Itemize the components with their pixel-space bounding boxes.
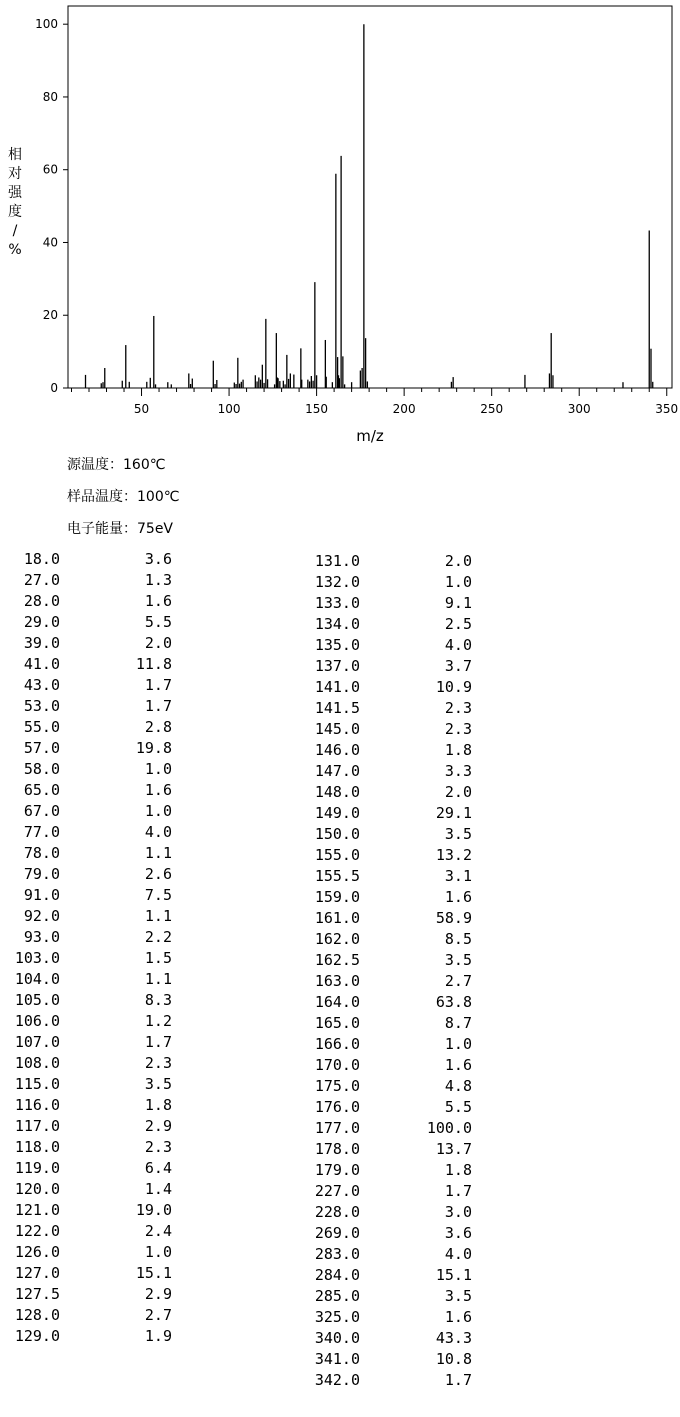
table-row: [0, 1158, 200, 1179]
intensity-value: 2.5: [444, 615, 472, 633]
mz-value: 120.0: [14, 1180, 60, 1198]
mz-value: 133.0: [314, 594, 360, 612]
table-row: [0, 948, 200, 969]
table-row: [300, 1097, 500, 1118]
mz-value: 340.0: [314, 1329, 360, 1347]
mz-value: 325.0: [314, 1308, 360, 1326]
x-tick-label: 350: [655, 402, 679, 416]
mz-value: 29.0: [23, 613, 60, 631]
mass-spectrum-chart: [0, 0, 680, 450]
table-row: [300, 908, 500, 929]
x-tick-label: 200: [392, 402, 416, 416]
mz-value: 162.0: [314, 930, 360, 948]
mz-value: 141.0: [314, 678, 360, 696]
table-row: [300, 572, 500, 593]
mz-value: 41.0: [23, 655, 60, 673]
intensity-value: 19.8: [135, 739, 172, 757]
mz-value: 161.0: [314, 909, 360, 927]
y-tick-label: 60: [42, 162, 58, 177]
intensity-value: 1.7: [444, 1371, 472, 1389]
mz-value: 93.0: [23, 928, 60, 946]
mz-value: 228.0: [314, 1203, 360, 1221]
mz-value: 18.0: [23, 550, 60, 568]
sample-temperature: 样品温度：100℃: [67, 489, 180, 505]
mz-value: 146.0: [314, 741, 360, 759]
mz-value: 103.0: [14, 949, 60, 967]
intensity-value: 1.7: [144, 697, 172, 715]
table-row: [0, 1179, 200, 1200]
intensity-value: 2.2: [144, 928, 172, 946]
table-row: [0, 1242, 200, 1263]
intensity-value: 1.8: [444, 741, 472, 759]
intensity-value: 3.5: [444, 1287, 472, 1305]
intensity-value: 1.7: [144, 1033, 172, 1051]
mz-value: 65.0: [23, 781, 60, 799]
table-row: [300, 593, 500, 614]
mz-value: 269.0: [314, 1224, 360, 1242]
mz-value: 78.0: [23, 844, 60, 862]
intensity-value: 5.5: [444, 1098, 472, 1116]
y-axis-label-char: 度: [8, 204, 22, 220]
intensity-value: 2.0: [444, 552, 472, 570]
mz-value: 155.5: [314, 867, 360, 885]
intensity-value: 4.0: [444, 1245, 472, 1263]
y-axis-label-char: 对: [8, 166, 22, 182]
table-row: [300, 1202, 500, 1223]
table-row: [300, 1055, 500, 1076]
mz-value: 127.0: [14, 1264, 60, 1282]
source-temperature: 源温度：160℃: [67, 457, 166, 473]
table-row: [0, 927, 200, 948]
intensity-value: 2.3: [144, 1138, 172, 1156]
intensity-value: 3.7: [444, 657, 472, 675]
table-row: [300, 1244, 500, 1265]
mz-value: 176.0: [314, 1098, 360, 1116]
mz-value: 43.0: [23, 676, 60, 694]
mz-value: 55.0: [23, 718, 60, 736]
table-row: [0, 570, 200, 591]
mz-value: 115.0: [14, 1075, 60, 1093]
y-axis-label-char: /: [12, 223, 18, 239]
table-row: [0, 1074, 200, 1095]
intensity-value: 9.1: [444, 594, 472, 612]
intensity-value: 1.0: [144, 1243, 172, 1261]
mz-value: 79.0: [23, 865, 60, 883]
intensity-value: 29.1: [435, 804, 472, 822]
table-row: [300, 929, 500, 950]
intensity-value: 2.7: [444, 972, 472, 990]
table-row: [0, 1137, 200, 1158]
mz-value: 285.0: [314, 1287, 360, 1305]
table-row: [0, 1053, 200, 1074]
peak-table-right: [300, 551, 500, 1391]
table-row: [0, 759, 200, 780]
table-row: [300, 845, 500, 866]
mz-value: 166.0: [314, 1035, 360, 1053]
table-row: [0, 969, 200, 990]
table-row: [0, 1116, 200, 1137]
intensity-value: 1.0: [144, 760, 172, 778]
mz-value: 128.0: [14, 1306, 60, 1324]
table-row: [300, 1160, 500, 1181]
table-row: [300, 1034, 500, 1055]
table-row: [0, 654, 200, 675]
table-row: [300, 614, 500, 635]
mz-value: 39.0: [23, 634, 60, 652]
table-row: [0, 780, 200, 801]
mz-value: 283.0: [314, 1245, 360, 1263]
table-row: [300, 992, 500, 1013]
y-axis-label-char: 相: [8, 147, 22, 163]
table-row: [300, 761, 500, 782]
mz-value: 155.0: [314, 846, 360, 864]
y-axis-label-char: 强: [8, 185, 22, 201]
table-row: [300, 1286, 500, 1307]
mz-value: 106.0: [14, 1012, 60, 1030]
spectrum-peaks: [86, 24, 653, 388]
mz-value: 57.0: [23, 739, 60, 757]
intensity-value: 1.6: [444, 1056, 472, 1074]
x-tick-label: 50: [133, 402, 150, 416]
intensity-value: 2.9: [144, 1285, 172, 1303]
x-axis: [134, 388, 678, 416]
intensity-value: 2.3: [444, 699, 472, 717]
mz-value: 58.0: [23, 760, 60, 778]
intensity-value: 3.6: [444, 1224, 472, 1242]
table-row: [300, 1328, 500, 1349]
table-row: [0, 675, 200, 696]
mz-value: 175.0: [314, 1077, 360, 1095]
intensity-value: 3.5: [444, 951, 472, 969]
y-axis-label: [6, 146, 24, 260]
intensity-value: 4.0: [444, 636, 472, 654]
table-row: [300, 698, 500, 719]
table-row: [0, 1284, 200, 1305]
intensity-value: 1.6: [144, 592, 172, 610]
mz-value: 127.5: [14, 1285, 60, 1303]
intensity-value: 1.4: [144, 1180, 172, 1198]
mz-value: 91.0: [23, 886, 60, 904]
intensity-value: 1.1: [144, 844, 172, 862]
intensity-value: 1.3: [144, 571, 172, 589]
intensity-value: 3.1: [444, 867, 472, 885]
table-row: [300, 971, 500, 992]
table-row: [0, 717, 200, 738]
intensity-value: 1.0: [444, 573, 472, 591]
x-minor-ticks: [72, 388, 650, 392]
table-row: [0, 801, 200, 822]
y-axis: [35, 17, 68, 395]
mz-value: 137.0: [314, 657, 360, 675]
table-row: [300, 1265, 500, 1286]
mz-value: 165.0: [314, 1014, 360, 1032]
intensity-value: 1.2: [144, 1012, 172, 1030]
table-row: [0, 1263, 200, 1284]
intensity-value: 15.1: [435, 1266, 472, 1284]
mz-value: 284.0: [314, 1266, 360, 1284]
table-row: [300, 824, 500, 845]
intensity-value: 2.6: [144, 865, 172, 883]
mz-value: 150.0: [314, 825, 360, 843]
table-row: [0, 885, 200, 906]
table-row: [300, 1118, 500, 1139]
y-tick-label: 20: [42, 308, 58, 323]
intensity-value: 5.5: [144, 613, 172, 631]
intensity-value: 8.5: [444, 930, 472, 948]
intensity-value: 2.0: [444, 783, 472, 801]
intensity-value: 10.9: [435, 678, 472, 696]
mz-value: 92.0: [23, 907, 60, 925]
mz-value: 53.0: [23, 697, 60, 715]
y-tick-label: 0: [50, 381, 58, 395]
table-row: [0, 1011, 200, 1032]
table-row: [300, 1349, 500, 1370]
mz-value: 117.0: [14, 1117, 60, 1135]
table-row: [0, 1200, 200, 1221]
intensity-value: 1.6: [444, 888, 472, 906]
intensity-value: 1.5: [144, 949, 172, 967]
mz-value: 67.0: [23, 802, 60, 820]
mz-value: 227.0: [314, 1182, 360, 1200]
mz-value: 134.0: [314, 615, 360, 633]
intensity-value: 2.3: [144, 1054, 172, 1072]
intensity-value: 1.0: [144, 802, 172, 820]
intensity-value: 1.1: [144, 907, 172, 925]
mz-value: 164.0: [314, 993, 360, 1011]
intensity-value: 8.3: [144, 991, 172, 1009]
intensity-value: 1.1: [144, 970, 172, 988]
intensity-value: 1.9: [144, 1327, 172, 1345]
mz-value: 118.0: [14, 1138, 60, 1156]
intensity-value: 10.8: [435, 1350, 472, 1368]
intensity-value: 2.0: [144, 634, 172, 652]
intensity-value: 1.8: [144, 1096, 172, 1114]
intensity-value: 2.8: [144, 718, 172, 736]
mz-value: 131.0: [314, 552, 360, 570]
table-row: [300, 677, 500, 698]
table-row: [300, 1139, 500, 1160]
intensity-value: 63.8: [435, 993, 472, 1011]
intensity-value: 4.8: [444, 1077, 472, 1095]
intensity-value: 3.6: [144, 550, 172, 568]
mz-value: 159.0: [314, 888, 360, 906]
intensity-value: 1.8: [444, 1161, 472, 1179]
mz-value: 147.0: [314, 762, 360, 780]
peak-table-left: [0, 549, 200, 1347]
table-row: [300, 1223, 500, 1244]
intensity-value: 3.5: [444, 825, 472, 843]
intensity-value: 3.3: [444, 762, 472, 780]
table-row: [300, 1307, 500, 1328]
intensity-value: 19.0: [135, 1201, 172, 1219]
x-tick-label: 300: [567, 402, 591, 416]
intensity-value: 100.0: [426, 1119, 472, 1137]
intensity-value: 11.8: [135, 655, 172, 673]
table-row: [300, 887, 500, 908]
table-row: [300, 866, 500, 887]
mz-value: 104.0: [14, 970, 60, 988]
intensity-value: 43.3: [435, 1329, 472, 1347]
intensity-value: 2.9: [144, 1117, 172, 1135]
x-tick-label: 100: [217, 402, 241, 416]
intensity-value: 3.0: [444, 1203, 472, 1221]
table-row: [0, 612, 200, 633]
table-row: [0, 864, 200, 885]
mz-value: 28.0: [23, 592, 60, 610]
table-row: [0, 990, 200, 1011]
intensity-value: 7.5: [144, 886, 172, 904]
table-row: [300, 803, 500, 824]
table-row: [0, 1032, 200, 1053]
table-row: [300, 656, 500, 677]
table-row: [300, 551, 500, 572]
mz-value: 341.0: [314, 1350, 360, 1368]
mz-value: 105.0: [14, 991, 60, 1009]
table-row: [0, 1305, 200, 1326]
mz-value: 107.0: [14, 1033, 60, 1051]
y-tick-label: 80: [42, 89, 58, 104]
mz-value: 342.0: [314, 1371, 360, 1389]
mz-value: 132.0: [314, 573, 360, 591]
mz-value: 163.0: [314, 972, 360, 990]
intensity-value: 58.9: [435, 909, 472, 927]
table-row: [0, 738, 200, 759]
table-row: [300, 1013, 500, 1034]
table-row: [0, 1221, 200, 1242]
table-row: [300, 1076, 500, 1097]
intensity-value: 2.3: [444, 720, 472, 738]
mz-value: 177.0: [314, 1119, 360, 1137]
intensity-value: 1.7: [144, 676, 172, 694]
mz-value: 27.0: [23, 571, 60, 589]
intensity-value: 1.6: [444, 1308, 472, 1326]
x-tick-label: 250: [480, 402, 504, 416]
mz-value: 121.0: [14, 1201, 60, 1219]
y-axis-label-char: %: [8, 242, 22, 258]
table-row: [0, 696, 200, 717]
table-row: [300, 950, 500, 971]
intensity-value: 1.0: [444, 1035, 472, 1053]
electron-energy: 电子能量：75eV: [67, 521, 174, 537]
mz-value: 178.0: [314, 1140, 360, 1158]
mz-value: 149.0: [314, 804, 360, 822]
y-tick-label: 100: [35, 17, 58, 32]
intensity-value: 8.7: [444, 1014, 472, 1032]
table-row: [0, 549, 200, 570]
mz-value: 148.0: [314, 783, 360, 801]
mz-value: 129.0: [14, 1327, 60, 1345]
intensity-value: 15.1: [135, 1264, 172, 1282]
intensity-value: 13.7: [435, 1140, 472, 1158]
mz-value: 170.0: [314, 1056, 360, 1074]
x-axis-label: m/z: [356, 427, 384, 445]
intensity-value: 2.4: [144, 1222, 172, 1240]
table-row: [0, 843, 200, 864]
table-row: [300, 1181, 500, 1202]
mz-value: 126.0: [14, 1243, 60, 1261]
table-row: [300, 719, 500, 740]
intensity-value: 1.7: [444, 1182, 472, 1200]
intensity-value: 13.2: [435, 846, 472, 864]
intensity-value: 3.5: [144, 1075, 172, 1093]
mz-value: 108.0: [14, 1054, 60, 1072]
intensity-value: 2.7: [144, 1306, 172, 1324]
intensity-value: 6.4: [144, 1159, 172, 1177]
mz-value: 141.5: [314, 699, 360, 717]
x-tick-label: 150: [305, 402, 329, 416]
table-row: [0, 906, 200, 927]
mz-value: 135.0: [314, 636, 360, 654]
table-row: [300, 740, 500, 761]
mz-value: 116.0: [14, 1096, 60, 1114]
table-row: [300, 635, 500, 656]
mz-value: 162.5: [314, 951, 360, 969]
mz-value: 145.0: [314, 720, 360, 738]
table-row: [0, 1095, 200, 1116]
table-row: [0, 591, 200, 612]
table-row: [0, 822, 200, 843]
table-row: [0, 1326, 200, 1347]
mz-value: 77.0: [23, 823, 60, 841]
intensity-value: 1.6: [144, 781, 172, 799]
table-row: [300, 1370, 500, 1391]
mz-value: 122.0: [14, 1222, 60, 1240]
intensity-value: 4.0: [144, 823, 172, 841]
mz-value: 119.0: [14, 1159, 60, 1177]
y-tick-label: 40: [42, 235, 58, 250]
table-row: [300, 782, 500, 803]
plot-frame: [68, 6, 672, 388]
mz-value: 179.0: [314, 1161, 360, 1179]
table-row: [0, 633, 200, 654]
